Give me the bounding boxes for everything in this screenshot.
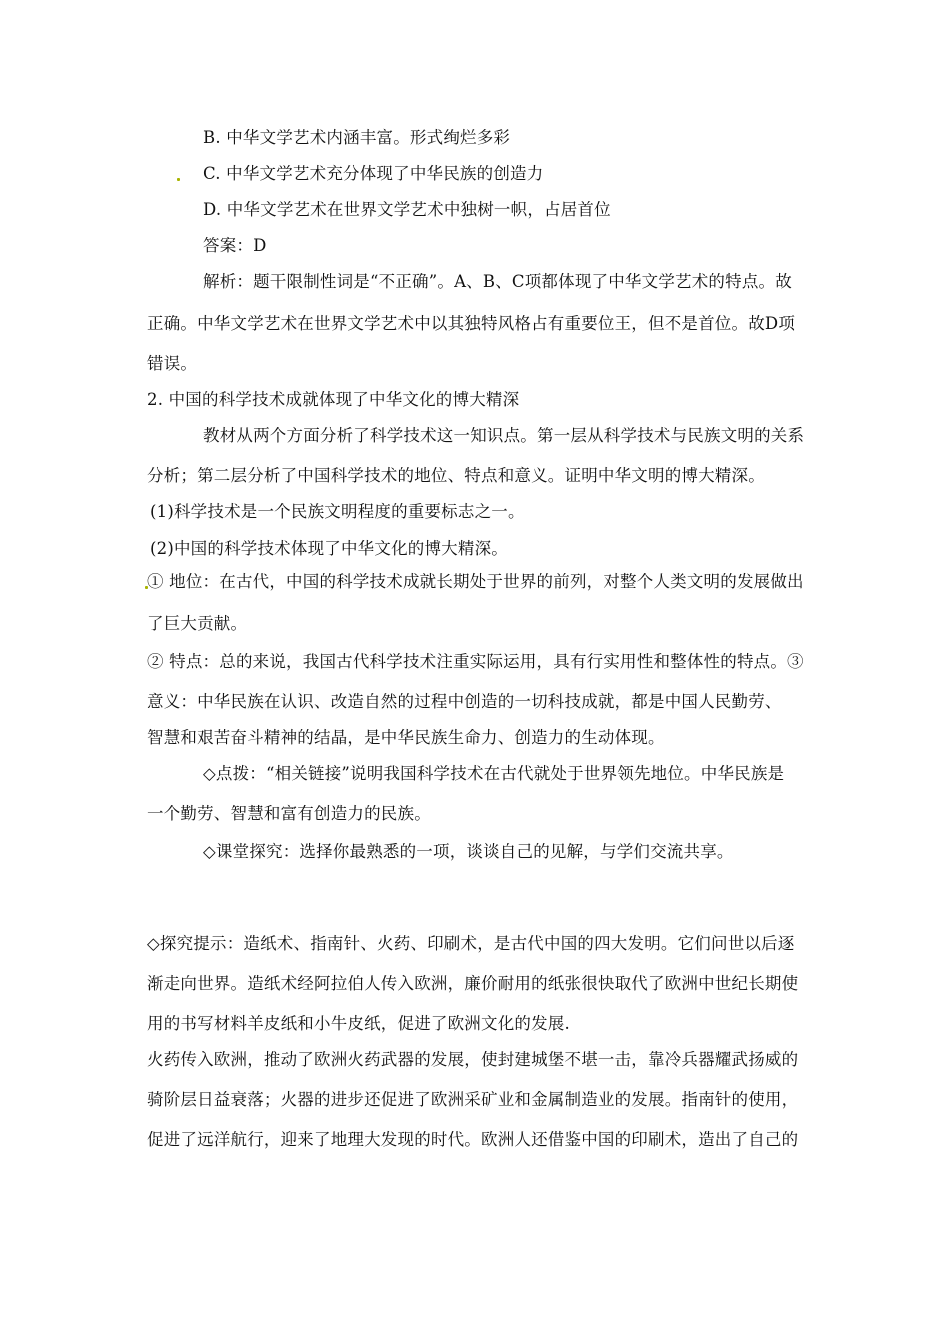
option-d: D. 中华文学艺术在世界文学艺术中独树一帜，占居首位 [203, 200, 611, 219]
inquiry-hint-line-5: 骑阶层日益衰落；火器的进步还促进了欧洲采矿业和金属制造业的发展。指南针的使用， [147, 1090, 799, 1109]
status-line-2: 了巨大贡献。 [147, 614, 248, 633]
paragraph-line-1: 教材从两个方面分析了科学技术这一知识点。第一层从科学技术与民族文明的关系 [203, 426, 805, 445]
paragraph-line-2: 分析；第二层分析了中国科学技术的地位、特点和意义。证明中华文明的博大精深。 [147, 466, 765, 485]
status-line-1: ① 地位：在古代，中国的科学技术成就长期处于世界的前列，对整个人类文明的发展做出 [147, 572, 804, 591]
analysis-line-1: 解析：题干限制性词是“不正确”。A、B、C项都体现了中华文学艺术的特点。故 [203, 272, 792, 291]
inquiry-hint-line-4: 火药传入欧洲，推动了欧洲火药武器的发展，使封建城堡不堪一击，靠冷兵器耀武扬威的 [147, 1050, 799, 1069]
inquiry-hint-line-3: 用的书写材料羊皮纸和小牛皮纸，促进了欧洲文化的发展. [147, 1014, 570, 1033]
inquiry-hint-line-6: 促进了远洋航行，迎来了地理大发现的时代。欧洲人还借鉴中国的印刷术，造出了自己的 [147, 1130, 799, 1149]
margin-mark [177, 178, 180, 181]
inquiry-hint-line-1: ◇探究提示：造纸术、指南针、火药、印刷术，是古代中国的四大发明。它们问世以后逐 [147, 934, 795, 953]
point-1: (1)科学技术是一个民族文明程度的重要标志之一。 [150, 502, 525, 521]
features-line: ② 特点：总的来说，我国古代科学技术注重实际运用，具有行实用性和整体性的特点。③ [147, 652, 804, 671]
analysis-line-3: 错误。 [147, 354, 198, 373]
section-heading: 2. 中国的科学技术成就体现了中华文化的博大精深 [147, 390, 520, 409]
classroom-inquiry: ◇课堂探究：选择你最熟悉的一项，谈谈自己的见解，与学们交流共享。 [203, 842, 734, 861]
point-2: (2)中国的科学技术体现了中华文化的博大精深。 [150, 539, 508, 558]
tip-line-1: ◇点拨：“相关链接”说明我国科学技术在古代就处于世界领先地位。中华民族是 [203, 764, 785, 783]
meaning-line-2: 智慧和艰苦奋斗精神的结晶，是中华民族生命力、创造力的生动体现。 [147, 728, 665, 747]
answer: 答案：D [203, 236, 267, 255]
option-c: C. 中华文学艺术充分体现了中华民族的创造力 [203, 164, 544, 183]
meaning-line-1: 意义：中华民族在认识、改造自然的过程中创造的一切科技成就，都是中国人民勤劳、 [147, 692, 782, 711]
analysis-line-2: 正确。中华文学艺术在世界文学艺术中以其独特风格占有重要位王，但不是首位。故D项 [147, 314, 796, 333]
inquiry-hint-line-2: 渐走向世界。造纸术经阿拉伯人传入欧洲，廉价耐用的纸张很快取代了欧洲中世纪长期使 [147, 974, 799, 993]
option-b: B. 中华文学艺术内涵丰富。形式绚烂多彩 [203, 128, 511, 147]
tip-line-2: 一个勤劳、智慧和富有创造力的民族。 [147, 804, 431, 823]
